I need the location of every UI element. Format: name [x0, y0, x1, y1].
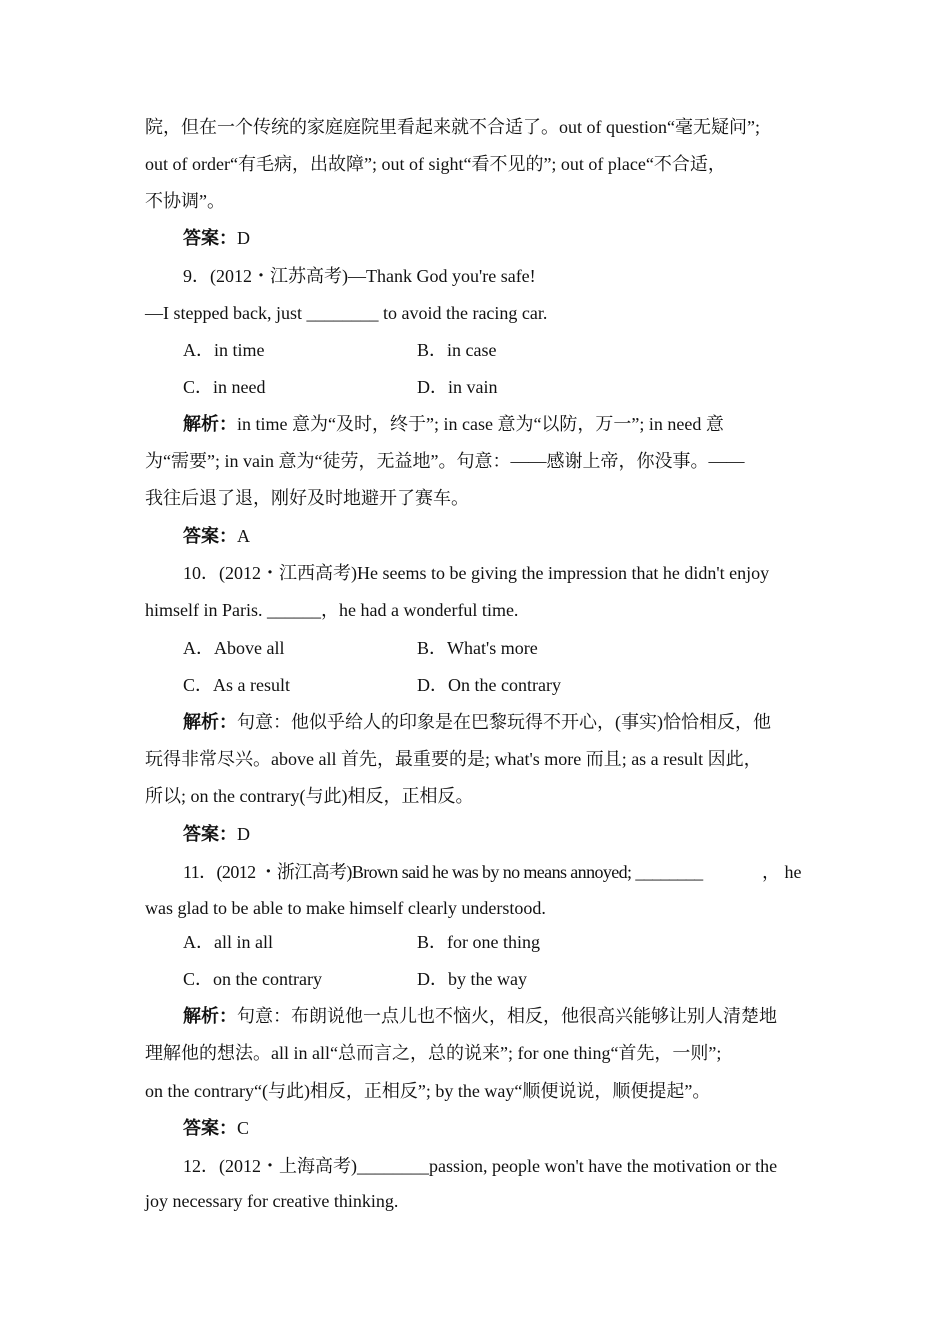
q9-answer	[183, 525, 250, 547]
analysis-text: in time 意为“及时，终于”; in case 意为“以防，万一”; in need 意	[237, 414, 724, 434]
intro-line-3: 不协调”。	[145, 191, 225, 211]
q10-analysis-2: 玩得非常尽兴。above all 首先，最重要的是; what's more 而且; as a result 因此，	[145, 749, 762, 769]
analysis-text: 句意：布朗说他一点儿也不恼火，相反，他很高兴能够让别人清楚地	[237, 1006, 777, 1026]
q12-stem-2: joy necessary for creative thinking.	[145, 1191, 399, 1211]
q11-analysis-2: 理解他的想法。all in all“总而言之，总的说来”; for one thing“首先，一则”;	[145, 1043, 722, 1063]
answer-label: 答案：	[183, 526, 237, 546]
q9-stem-1: 9．(2012・江苏高考)—Thank God you're safe!	[183, 266, 536, 286]
answer-value: D	[237, 824, 250, 844]
intro-line-1: 院，但在一个传统的家庭庭院里看起来就不合适了。out of question“毫无疑问”;	[145, 117, 760, 137]
q9-analysis-3: 我往后退了退，刚好及时地避开了赛车。	[145, 488, 469, 508]
q10-stem-2: himself in Paris. ______，he had a wonderful time.	[145, 600, 519, 620]
q10-option-d: D．On the contrary	[417, 675, 561, 695]
q10-stem-1: 10．(2012・江西高考)He seems to be giving the impression that he didn't enjoy	[183, 563, 770, 583]
q9-option-a: A．in time	[183, 340, 265, 360]
q11-analysis-3: on the contrary“(与此)相反，正相反”; by the way“顺便说说，顺便提起”。	[145, 1081, 711, 1101]
answer-8	[183, 227, 250, 249]
q10-option-a: A．Above all	[183, 638, 285, 658]
answer-value: C	[237, 1118, 250, 1138]
q10-option-c: C．As a result	[183, 675, 290, 695]
q9-analysis-1	[183, 413, 724, 435]
q10-analysis-3: 所以; on the contrary(与此)相反，正相反。	[145, 786, 474, 806]
answer-value: D	[237, 228, 250, 248]
q10-answer	[183, 823, 250, 845]
q9-option-c: C．in need	[183, 377, 266, 397]
q11-option-a: A．all in all	[183, 932, 273, 952]
q11-answer	[183, 1117, 249, 1139]
q9-stem-2: —I stepped back, just ________ to avoid the racing car.	[145, 303, 548, 323]
q9-analysis-2: 为“需要”; in vain 意为“徒劳，无益地”。句意：——感谢上帝，你没事。——	[145, 451, 745, 471]
answer-label: 答案：	[183, 824, 237, 844]
q11-stem-2: was glad to be able to make himself clearly understood.	[145, 898, 546, 918]
q11-option-b: B．for one thing	[417, 932, 540, 952]
answer-label: 答案：	[183, 228, 237, 248]
answer-value: A	[237, 526, 250, 546]
analysis-label: 解析：	[183, 1006, 237, 1026]
q9-option-b: B．in case	[417, 340, 497, 360]
analysis-label: 解析：	[183, 414, 237, 434]
analysis-text: 句意：他似乎给人的印象是在巴黎玩得不开心，(事实)恰恰相反，他	[237, 712, 771, 732]
q11-stem-1-end: ， he	[762, 862, 802, 882]
analysis-label: 解析：	[183, 712, 237, 732]
q11-analysis-1	[183, 1005, 777, 1027]
q12-stem-1: 12．(2012・上海高考)________passion, people won't have the motivation or the	[183, 1156, 778, 1176]
q9-option-d: D．in vain	[417, 377, 498, 397]
q10-option-b: B．What's more	[417, 638, 538, 658]
q11-stem-1: 11．(2012 ・浙江高考)Brown said he was by no means annoyed; ________	[183, 862, 703, 882]
answer-label: 答案：	[183, 1118, 237, 1138]
q11-option-d: D．by the way	[417, 969, 527, 989]
q11-option-c: C．on the contrary	[183, 969, 322, 989]
intro-line-2: out of order“有毛病，出故障”; out of sight“看不见的”; out of place“不合适，	[145, 154, 726, 174]
q10-analysis-1	[183, 711, 771, 733]
